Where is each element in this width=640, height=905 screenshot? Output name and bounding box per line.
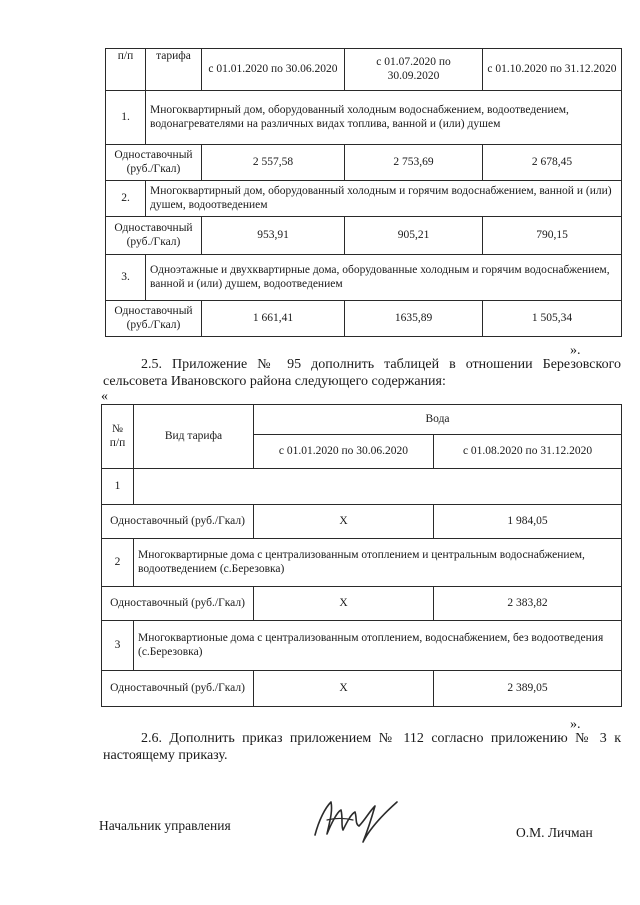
- header-num: № п/п: [102, 405, 134, 469]
- rate-label: Одноставочный (руб./Гкал): [106, 217, 202, 255]
- header-tariff-type: Вид тарифа: [134, 405, 254, 469]
- table-header-row: [102, 405, 622, 435]
- rate-label: Одноставочный (руб./Гкал): [106, 301, 202, 337]
- rate-label: Одноставочный (руб./Гкал): [106, 145, 202, 181]
- row-num: 2: [102, 539, 134, 587]
- rate-label: Одноставочный (руб./Гкал): [102, 505, 254, 539]
- header-tariff: тарифа: [146, 49, 202, 91]
- signatory-name: О.М. Личман: [516, 825, 593, 840]
- rate-value: Х: [254, 505, 434, 539]
- row-num: 3: [102, 621, 134, 671]
- table-header-row: [106, 49, 622, 91]
- tariff-table-berezovka: [101, 404, 622, 707]
- table-row: [102, 505, 622, 539]
- rate-value: 1 505,34: [483, 301, 622, 337]
- opening-quote: «: [101, 389, 108, 404]
- header-num: п/п: [106, 49, 146, 91]
- rate-value: 905,21: [345, 217, 483, 255]
- header-period-3: с 01.10.2020 по 31.12.2020: [483, 49, 622, 91]
- table-row: [102, 671, 622, 707]
- rate-value: Х: [254, 587, 434, 621]
- rate-value: 790,15: [483, 217, 622, 255]
- rate-value: 2 383,82: [434, 587, 622, 621]
- rate-value: 1 661,41: [202, 301, 345, 337]
- row-num: 1.: [106, 91, 146, 145]
- paragraph-2-6: 2.6. Дополнить приказ приложением № 112 согласно приложению № 3 к настоящему приказу.: [103, 731, 621, 763]
- signatory-position: Начальник управления: [99, 818, 231, 833]
- header-period-2: с 01.08.2020 по 31.12.2020: [434, 435, 622, 469]
- table-row: [102, 587, 622, 621]
- rate-value: 1635,89: [345, 301, 483, 337]
- rate-label: Одноставочный (руб./Гкал): [102, 587, 254, 621]
- rate-label: Одноставочный (руб./Гкал): [102, 671, 254, 707]
- rate-value: 2 678,45: [483, 145, 622, 181]
- closing-quote: ».: [570, 343, 581, 358]
- table-row: [102, 539, 622, 587]
- table-row: [102, 469, 622, 505]
- table-row: [106, 217, 622, 255]
- row-description: [134, 469, 622, 505]
- row-num: 2.: [106, 181, 146, 217]
- table-row: [106, 91, 622, 145]
- rate-value: Х: [254, 671, 434, 707]
- table-row: [102, 621, 622, 671]
- row-description: Многоквартирные дома с централизованным отоплением и центральным водоснабжением, водоотведением (с.Березовка): [134, 539, 622, 587]
- row-description: Многоквартионые дома с централизованным отоплением, водоснабжением, без водоотведения (с.Березовка): [134, 621, 622, 671]
- rate-value: 2 389,05: [434, 671, 622, 707]
- paragraph-2-5: 2.5. Приложение № 95 дополнить таблицей в отношении Березовского сельсовета Ивановского района следующего содержания:: [103, 357, 621, 389]
- row-num: 3.: [106, 255, 146, 301]
- table-row: [106, 145, 622, 181]
- rate-value: 2 557,58: [202, 145, 345, 181]
- closing-quote: ».: [570, 717, 581, 732]
- row-description: Многоквартирный дом, оборудованный холодным и горячим водоснабжением, ванной и (или) душем, водоотведением: [146, 181, 622, 217]
- row-num: 1: [102, 469, 134, 505]
- tariff-table-continued: [105, 48, 622, 337]
- header-period-1: с 01.01.2020 по 30.06.2020: [202, 49, 345, 91]
- rate-value: 953,91: [202, 217, 345, 255]
- row-description: Одноэтажные и двухквартирные дома, оборудованные холодным и горячим водоснабжением, ванной и (или) душем, водоотведением: [146, 255, 622, 301]
- rate-value: 2 753,69: [345, 145, 483, 181]
- handwritten-signature: [305, 790, 405, 850]
- table-row: [106, 181, 622, 217]
- table-row: [106, 255, 622, 301]
- row-description: Многоквартирный дом, оборудованный холодным водоснабжением, водоотведением, водонагревателями на различных видах топлива, ванной и (или) душем: [146, 91, 622, 145]
- header-water: Вода: [254, 405, 622, 435]
- table-row: [106, 301, 622, 337]
- header-period-1: с 01.01.2020 по 30.06.2020: [254, 435, 434, 469]
- rate-value: 1 984,05: [434, 505, 622, 539]
- header-period-2: с 01.07.2020 по 30.09.2020: [345, 49, 483, 91]
